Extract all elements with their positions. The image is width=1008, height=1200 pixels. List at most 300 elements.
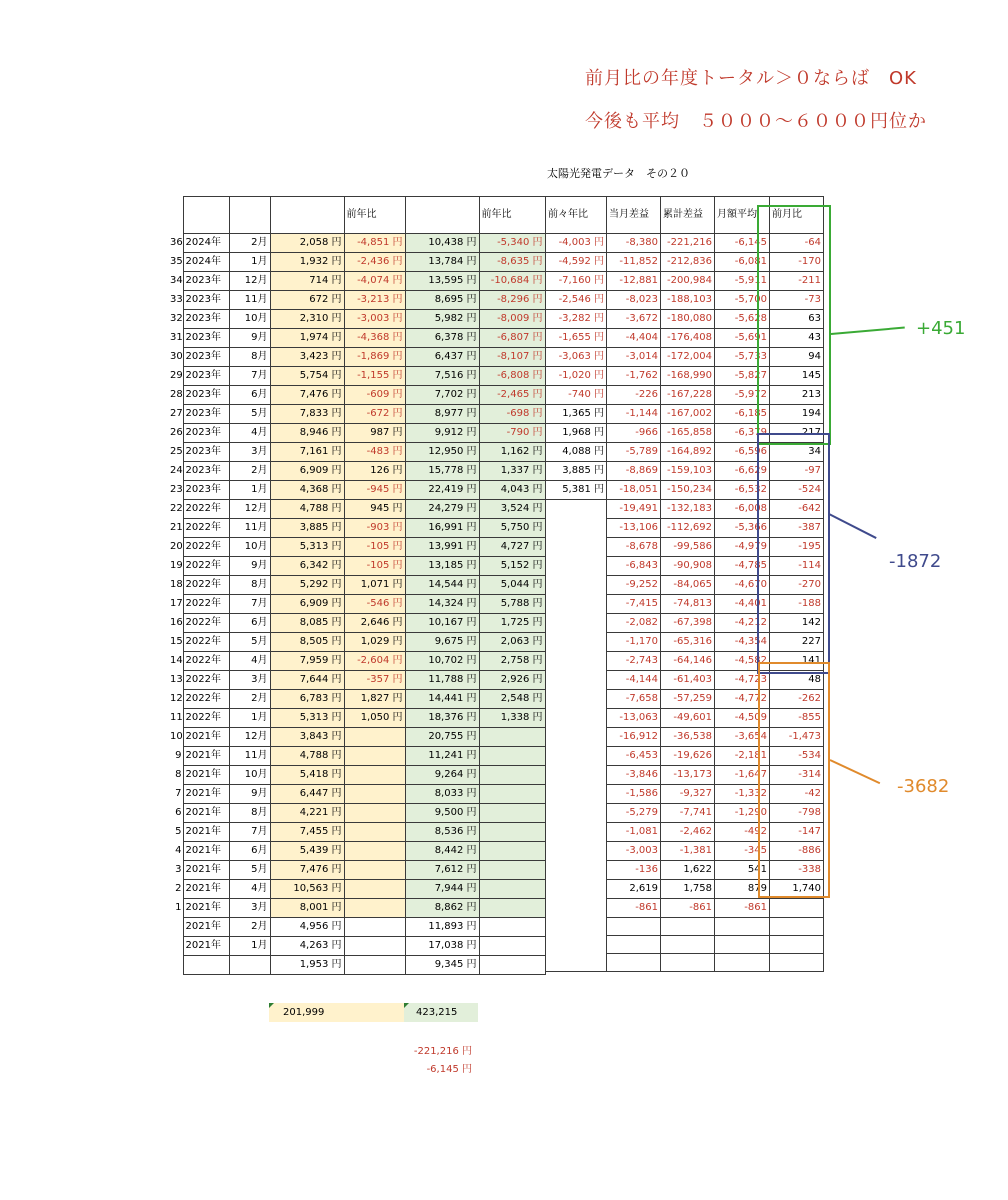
mom-cell: 48: [770, 671, 824, 690]
year-cell: 2023年: [183, 329, 229, 348]
two-year-compare-cell: [546, 936, 607, 954]
month-diff-cell: [607, 954, 661, 972]
mom-cell: 94: [770, 348, 824, 367]
row-number-cell: 28: [170, 389, 183, 400]
cumulative-cell: -861: [661, 899, 715, 918]
month-diff-cell: -2,082: [607, 614, 661, 633]
summary-row: [546, 519, 824, 538]
month-cell: 1月: [229, 937, 270, 956]
income-cell: 6,783 円: [270, 690, 344, 709]
cumulative-diff-total: -221,216 円: [413, 1046, 472, 1057]
cumulative-cell: -36,538: [661, 728, 715, 747]
month-cell: 4月: [229, 880, 270, 899]
purchase-yoy-cell: 1,725 円: [479, 614, 545, 633]
row-number-cell: [170, 956, 183, 975]
cumulative-cell: -176,408: [661, 329, 715, 348]
year-cell: 2021年: [183, 899, 229, 918]
yoy-cell: -1,155 円: [344, 367, 405, 386]
purchase-yoy-cell: [479, 747, 545, 766]
row-number-cell: 12: [170, 693, 183, 704]
monthly-avg-cell: 879: [715, 880, 770, 899]
income-cell: 5,313 円: [270, 709, 344, 728]
monthly-avg-cell: -4,670: [715, 576, 770, 595]
summary-row: [546, 899, 824, 918]
row-number-cell: 6: [175, 807, 182, 818]
month-cell: [229, 956, 270, 975]
average-diff-total: -6,145 円: [426, 1064, 472, 1075]
row-number-cell: 29: [170, 370, 183, 381]
month-cell: 4月: [229, 424, 270, 443]
income-cell: 3,423 円: [270, 348, 344, 367]
purchase-cell: 10,702 円: [405, 652, 479, 671]
mom-cell: 142: [770, 614, 824, 633]
yoy-cell: -105 円: [344, 538, 405, 557]
income-cell: 4,956 円: [270, 918, 344, 937]
header-cumulative: 累計差益: [661, 197, 715, 234]
year-cell: 2021年: [183, 861, 229, 880]
purchase-yoy-cell: -6,807 円: [479, 329, 545, 348]
mom-cell: -855: [770, 709, 824, 728]
purchase-cell: 7,944 円: [405, 880, 479, 899]
income-cell: 7,476 円: [270, 861, 344, 880]
year-cell: 2023年: [183, 310, 229, 329]
month-diff-cell: -6,843: [607, 557, 661, 576]
summary-row: [546, 633, 824, 652]
month-diff-cell: -7,415: [607, 595, 661, 614]
table-row: [170, 709, 545, 728]
table-row: [170, 557, 545, 576]
cumulative-cell: -200,984: [661, 272, 715, 291]
two-year-compare-cell: [546, 671, 607, 690]
monthly-avg-cell: -1,647: [715, 766, 770, 785]
year-cell: 2021年: [183, 842, 229, 861]
cumulative-cell: 1,758: [661, 880, 715, 899]
two-year-compare-cell: -740 円: [546, 386, 607, 405]
month-diff-cell: -6,453: [607, 747, 661, 766]
table-row: [170, 538, 545, 557]
two-year-compare-cell: [546, 804, 607, 823]
note-ok-condition: 前月比の年度トータル＞０ならば OK: [585, 68, 917, 89]
two-year-compare-cell: [546, 861, 607, 880]
income-cell: 5,439 円: [270, 842, 344, 861]
table-row: [170, 747, 545, 766]
row-number-cell: 26: [170, 427, 183, 438]
two-year-compare-cell: [546, 595, 607, 614]
two-year-compare-cell: [546, 766, 607, 785]
month-cell: 8月: [229, 576, 270, 595]
income-cell: 6,909 円: [270, 595, 344, 614]
month-cell: 9月: [229, 329, 270, 348]
cumulative-cell: -180,080: [661, 310, 715, 329]
purchase-cell: 9,345 円: [405, 956, 479, 975]
purchase-cell: 8,536 円: [405, 823, 479, 842]
monthly-avg-cell: -1,290: [715, 804, 770, 823]
purchase-yoy-cell: 5,044 円: [479, 576, 545, 595]
purchase-yoy-cell: 1,162 円: [479, 443, 545, 462]
month-cell: 5月: [229, 861, 270, 880]
cumulative-cell: -221,216: [661, 234, 715, 253]
green-annotation-label: +451: [916, 318, 966, 339]
table-row: [170, 481, 545, 500]
mom-cell: 141: [770, 652, 824, 671]
purchase-cell: 20,755 円: [405, 728, 479, 747]
purchase-cell: 8,442 円: [405, 842, 479, 861]
summary-row: [546, 652, 824, 671]
yoy-cell: [344, 728, 405, 747]
purchase-yoy-cell: -5,340 円: [479, 234, 545, 253]
summary-row: [546, 595, 824, 614]
mom-cell: -147: [770, 823, 824, 842]
row-number-cell: 9: [175, 750, 182, 761]
year-cell: 2022年: [183, 652, 229, 671]
purchase-cell: 7,516 円: [405, 367, 479, 386]
month-diff-cell: -3,014: [607, 348, 661, 367]
purchase-yoy-cell: 1,337 円: [479, 462, 545, 481]
two-year-compare-cell: [546, 652, 607, 671]
table-row: [170, 291, 545, 310]
row-number-cell: 30: [170, 351, 183, 362]
income-cell: 5,418 円: [270, 766, 344, 785]
row-number-cell: 2: [175, 883, 182, 894]
summary-row: [546, 880, 824, 899]
month-diff-cell: -966: [607, 424, 661, 443]
cumulative-cell: -90,908: [661, 557, 715, 576]
yoy-cell: -546 円: [344, 595, 405, 614]
summary-row: [546, 954, 824, 972]
month-cell: 5月: [229, 633, 270, 652]
summary-row: [546, 272, 824, 291]
cumulative-cell: -99,586: [661, 538, 715, 557]
two-year-compare-cell: [546, 899, 607, 918]
summary-row: [546, 690, 824, 709]
cumulative-cell: -9,327: [661, 785, 715, 804]
two-year-compare-cell: 1,968 円: [546, 424, 607, 443]
summary-row: [546, 728, 824, 747]
summary-row: [546, 538, 824, 557]
mom-cell: 194: [770, 405, 824, 424]
yoy-cell: -3,003 円: [344, 310, 405, 329]
monthly-data-table: [170, 196, 546, 975]
cumulative-cell: -167,002: [661, 405, 715, 424]
purchase-cell: 6,437 円: [405, 348, 479, 367]
monthly-avg-cell: -4,979: [715, 538, 770, 557]
row-number-cell: 27: [170, 408, 183, 419]
two-year-compare-cell: [546, 823, 607, 842]
purchase-cell: 12,950 円: [405, 443, 479, 462]
summary-row: [546, 842, 824, 861]
two-year-compare-cell: [546, 557, 607, 576]
income-cell: 7,161 円: [270, 443, 344, 462]
summary-row: [546, 405, 824, 424]
purchase-yoy-cell: [479, 766, 545, 785]
year-cell: 2023年: [183, 291, 229, 310]
monthly-avg-cell: -5,911: [715, 272, 770, 291]
month-cell: 6月: [229, 614, 270, 633]
purchase-cell: 10,438 円: [405, 234, 479, 253]
income-cell: 7,959 円: [270, 652, 344, 671]
monthly-avg-cell: -6,145: [715, 234, 770, 253]
year-cell: 2021年: [183, 918, 229, 937]
purchase-cell: 14,324 円: [405, 595, 479, 614]
table-row: [170, 804, 545, 823]
year-cell: 2023年: [183, 443, 229, 462]
yoy-cell: -1,869 円: [344, 348, 405, 367]
month-diff-cell: -12,881: [607, 272, 661, 291]
month-diff-cell: -1,170: [607, 633, 661, 652]
purchase-cell: 7,702 円: [405, 386, 479, 405]
month-cell: 3月: [229, 671, 270, 690]
year-cell: 2021年: [183, 766, 229, 785]
month-diff-cell: -8,869: [607, 462, 661, 481]
month-diff-cell: -136: [607, 861, 661, 880]
monthly-avg-cell: -4,354: [715, 633, 770, 652]
mom-cell: -642: [770, 500, 824, 519]
summary-row: [546, 500, 824, 519]
cumulative-cell: -172,004: [661, 348, 715, 367]
table-row: [170, 652, 545, 671]
mom-cell: -188: [770, 595, 824, 614]
two-year-compare-cell: [546, 576, 607, 595]
income-cell: 4,368 円: [270, 481, 344, 500]
income-cell: 5,754 円: [270, 367, 344, 386]
mom-cell: -1,473: [770, 728, 824, 747]
mom-cell: -195: [770, 538, 824, 557]
yoy-cell: [344, 880, 405, 899]
table-row: [170, 462, 545, 481]
month-cell: 2月: [229, 462, 270, 481]
purchase-cell: 10,167 円: [405, 614, 479, 633]
two-year-compare-cell: [546, 690, 607, 709]
month-cell: 8月: [229, 804, 270, 823]
two-year-compare-cell: [546, 633, 607, 652]
income-total-cell: [269, 1003, 404, 1022]
month-cell: 1月: [229, 481, 270, 500]
purchase-yoy-cell: 5,750 円: [479, 519, 545, 538]
summary-row: [546, 709, 824, 728]
yoy-cell: -945 円: [344, 481, 405, 500]
purchase-cell: 11,241 円: [405, 747, 479, 766]
month-diff-cell: -7,658: [607, 690, 661, 709]
summary-row: [546, 424, 824, 443]
mom-cell: -524: [770, 481, 824, 500]
income-cell: 7,833 円: [270, 405, 344, 424]
month-cell: 3月: [229, 899, 270, 918]
summary-row: [546, 671, 824, 690]
table-row: [170, 519, 545, 538]
yoy-cell: [344, 956, 405, 975]
yoy-cell: -2,436 円: [344, 253, 405, 272]
mom-cell: -314: [770, 766, 824, 785]
monthly-avg-cell: -6,596: [715, 443, 770, 462]
month-cell: 10月: [229, 766, 270, 785]
monthly-avg-cell: -6,081: [715, 253, 770, 272]
month-cell: 1月: [229, 253, 270, 272]
income-cell: 8,946 円: [270, 424, 344, 443]
purchase-cell: 11,788 円: [405, 671, 479, 690]
yoy-cell: 1,071 円: [344, 576, 405, 595]
month-cell: 11月: [229, 747, 270, 766]
yoy-cell: 987 円: [344, 424, 405, 443]
purchase-yoy-cell: -698 円: [479, 405, 545, 424]
yoy-cell: [344, 804, 405, 823]
monthly-avg-cell: -5,366: [715, 519, 770, 538]
purchase-yoy-cell: [479, 899, 545, 918]
yoy-cell: 945 円: [344, 500, 405, 519]
income-cell: 6,342 円: [270, 557, 344, 576]
cumulative-cell: -1,381: [661, 842, 715, 861]
monthly-avg-cell: -492: [715, 823, 770, 842]
year-cell: 2024年: [183, 234, 229, 253]
month-cell: 6月: [229, 386, 270, 405]
yoy-cell: [344, 747, 405, 766]
month-diff-cell: [607, 918, 661, 936]
purchase-cell: 8,862 円: [405, 899, 479, 918]
monthly-avg-cell: -4,509: [715, 709, 770, 728]
row-number-cell: 19: [170, 560, 183, 571]
yoy-cell: 126 円: [344, 462, 405, 481]
cumulative-cell: -150,234: [661, 481, 715, 500]
summary-row: [546, 234, 824, 253]
mom-cell: [770, 899, 824, 918]
month-diff-cell: -861: [607, 899, 661, 918]
row-number-cell: 5: [175, 826, 182, 837]
cumulative-cell: -49,601: [661, 709, 715, 728]
mom-cell: -64: [770, 234, 824, 253]
cumulative-cell: -65,316: [661, 633, 715, 652]
month-cell: 2月: [229, 690, 270, 709]
cumulative-cell: -164,892: [661, 443, 715, 462]
note-average-expectation: 今後も平均 ５０００～６０００円位か: [585, 111, 927, 132]
year-cell: 2021年: [183, 823, 229, 842]
monthly-avg-cell: -5,972: [715, 386, 770, 405]
table-row: [170, 861, 545, 880]
year-cell: 2022年: [183, 538, 229, 557]
month-diff-cell: -4,144: [607, 671, 661, 690]
two-year-compare-cell: -3,063 円: [546, 348, 607, 367]
monthly-avg-cell: -4,212: [715, 614, 770, 633]
blue-connector-line: [829, 513, 877, 539]
table-row: [170, 443, 545, 462]
purchase-cell: 13,185 円: [405, 557, 479, 576]
monthly-avg-cell: [715, 936, 770, 954]
row-number-cell: 7: [175, 788, 182, 799]
income-cell: 4,221 円: [270, 804, 344, 823]
table-row: [170, 367, 545, 386]
year-cell: 2023年: [183, 462, 229, 481]
header-two-years: 前々年比: [546, 197, 607, 234]
income-cell: 2,310 円: [270, 310, 344, 329]
month-cell: 5月: [229, 405, 270, 424]
yoy-cell: 2,646 円: [344, 614, 405, 633]
month-cell: 10月: [229, 310, 270, 329]
cumulative-cell: [661, 954, 715, 972]
monthly-avg-cell: -4,582: [715, 652, 770, 671]
row-number-cell: 15: [170, 636, 183, 647]
monthly-avg-cell: -2,181: [715, 747, 770, 766]
summary-row: [546, 804, 824, 823]
purchase-yoy-cell: -8,635 円: [479, 253, 545, 272]
year-cell: 2021年: [183, 937, 229, 956]
cumulative-cell: -84,065: [661, 576, 715, 595]
year-cell: 2022年: [183, 690, 229, 709]
two-year-compare-cell: -2,546 円: [546, 291, 607, 310]
year-cell: 2023年: [183, 405, 229, 424]
cumulative-cell: -188,103: [661, 291, 715, 310]
yoy-cell: 1,827 円: [344, 690, 405, 709]
purchase-yoy-cell: -790 円: [479, 424, 545, 443]
two-year-compare-cell: -4,592 円: [546, 253, 607, 272]
two-year-compare-cell: -4,003 円: [546, 234, 607, 253]
year-cell: 2023年: [183, 367, 229, 386]
month-diff-cell: -226: [607, 386, 661, 405]
two-year-compare-cell: [546, 728, 607, 747]
monthly-avg-cell: -6,532: [715, 481, 770, 500]
purchase-yoy-cell: [479, 937, 545, 956]
two-year-compare-cell: [546, 709, 607, 728]
year-cell: 2021年: [183, 747, 229, 766]
month-diff-cell: -8,380: [607, 234, 661, 253]
monthly-avg-cell: -5,700: [715, 291, 770, 310]
summary-row: [546, 310, 824, 329]
year-cell: 2023年: [183, 424, 229, 443]
income-cell: 2,058 円: [270, 234, 344, 253]
table-row: [170, 348, 545, 367]
two-year-compare-cell: -3,282 円: [546, 310, 607, 329]
yoy-cell: [344, 785, 405, 804]
mom-cell: 213: [770, 386, 824, 405]
month-diff-cell: 2,619: [607, 880, 661, 899]
month-diff-cell: -1,144: [607, 405, 661, 424]
year-cell: 2022年: [183, 519, 229, 538]
table-row: [170, 899, 545, 918]
income-cell: 8,001 円: [270, 899, 344, 918]
monthly-avg-cell: -4,772: [715, 690, 770, 709]
month-cell: 12月: [229, 728, 270, 747]
monthly-avg-cell: -4,723: [715, 671, 770, 690]
purchase-cell: 9,500 円: [405, 804, 479, 823]
purchase-yoy-cell: -10,684 円: [479, 272, 545, 291]
yoy-cell: [344, 766, 405, 785]
row-number-cell: 17: [170, 598, 183, 609]
purchase-cell: 11,893 円: [405, 918, 479, 937]
cumulative-cell: -2,462: [661, 823, 715, 842]
table-row: [170, 405, 545, 424]
two-year-compare-cell: 1,365 円: [546, 405, 607, 424]
monthly-avg-cell: -4,785: [715, 557, 770, 576]
mom-cell: 227: [770, 633, 824, 652]
row-number-cell: 14: [170, 655, 183, 666]
monthly-avg-cell: -4,401: [715, 595, 770, 614]
yoy-cell: -2,604 円: [344, 652, 405, 671]
table-row: [170, 690, 545, 709]
table-row: [170, 766, 545, 785]
row-number-cell: 24: [170, 465, 183, 476]
summary-row: [546, 329, 824, 348]
month-diff-cell: -13,106: [607, 519, 661, 538]
two-year-compare-cell: [546, 500, 607, 519]
table-row: [170, 424, 545, 443]
monthly-avg-cell: -5,628: [715, 310, 770, 329]
purchase-yoy-cell: [479, 861, 545, 880]
monthly-avg-cell: 541: [715, 861, 770, 880]
month-cell: 2月: [229, 918, 270, 937]
purchase-cell: 8,977 円: [405, 405, 479, 424]
income-cell: 5,292 円: [270, 576, 344, 595]
row-number-cell: 35: [170, 256, 183, 267]
month-diff-cell: -5,789: [607, 443, 661, 462]
purchase-cell: 22,419 円: [405, 481, 479, 500]
month-cell: 7月: [229, 367, 270, 386]
